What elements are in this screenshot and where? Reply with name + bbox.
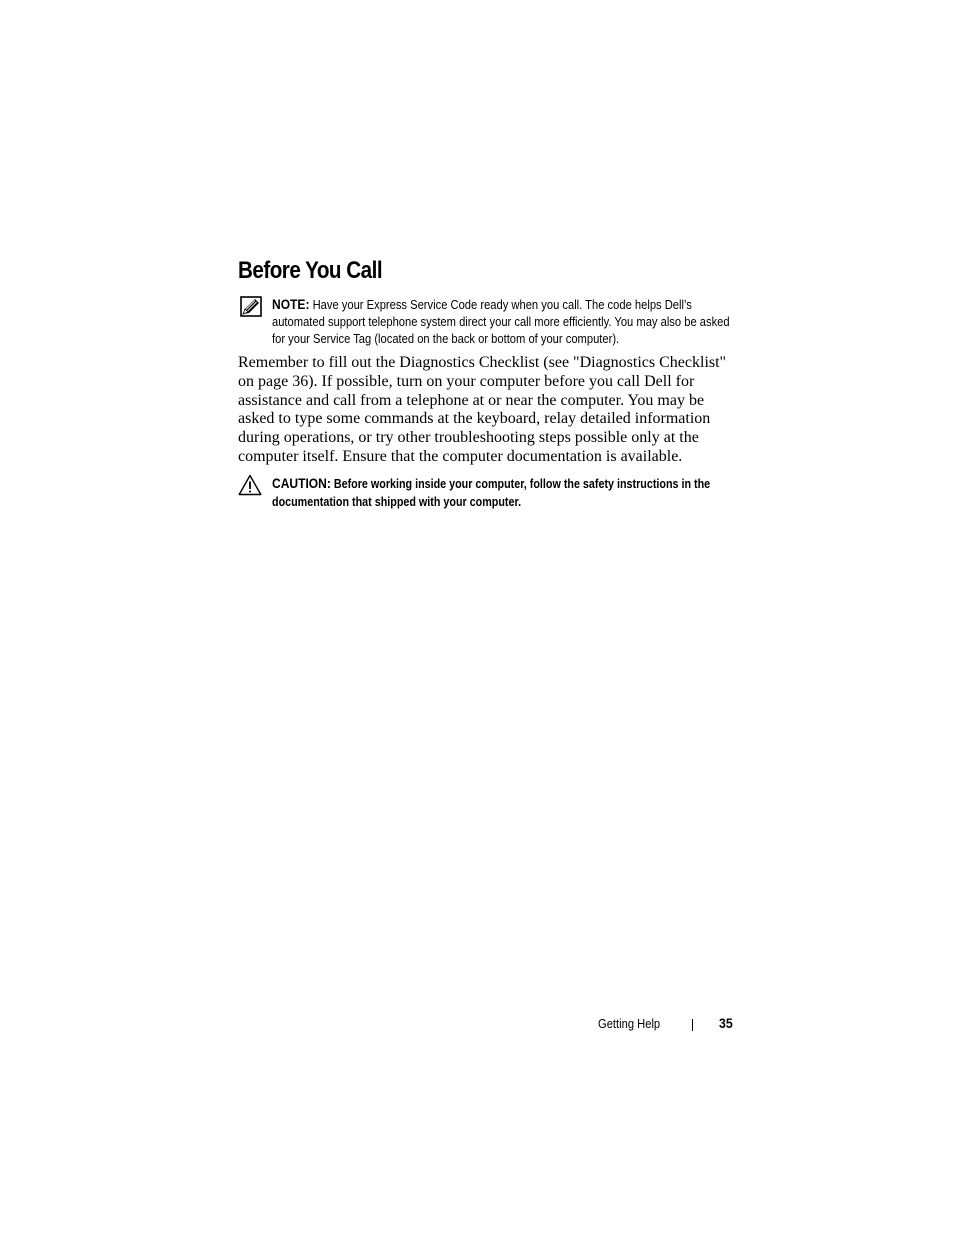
footer-divider xyxy=(692,1019,693,1031)
note-label: NOTE: xyxy=(272,296,310,312)
caution-callout xyxy=(272,475,736,511)
note-text: Have your Express Service Code ready when you call. The code helps Dell’s automated support telephone system direct your call more efficiently. You may also be asked for your Service Tag (located on the back or bottom of your computer). xyxy=(272,297,730,346)
note-pencil-icon xyxy=(240,296,262,317)
page-title: Before You Call xyxy=(238,257,383,284)
page-number: 35 xyxy=(719,1015,733,1031)
footer-section-title: Getting Help xyxy=(598,1016,661,1031)
body-paragraph: Remember to fill out the Diagnostics Checklist (see "Diagnostics Checklist" on page 36). If possible, turn on your computer before you call Dell for assistance and call from a telephone at or near the computer. You may be asked to type some commands at the keyboard, relay detailed information during operations, or try other troubleshooting steps possible only at the computer itself. Ensure that the computer documentation is available. xyxy=(238,354,727,465)
note-callout xyxy=(272,296,736,347)
caution-text: Before working inside your computer, follow the safety instructions in the documentation that shipped with your computer. xyxy=(272,477,711,509)
caution-triangle-icon xyxy=(238,474,262,496)
caution-label: CAUTION: xyxy=(272,475,331,491)
